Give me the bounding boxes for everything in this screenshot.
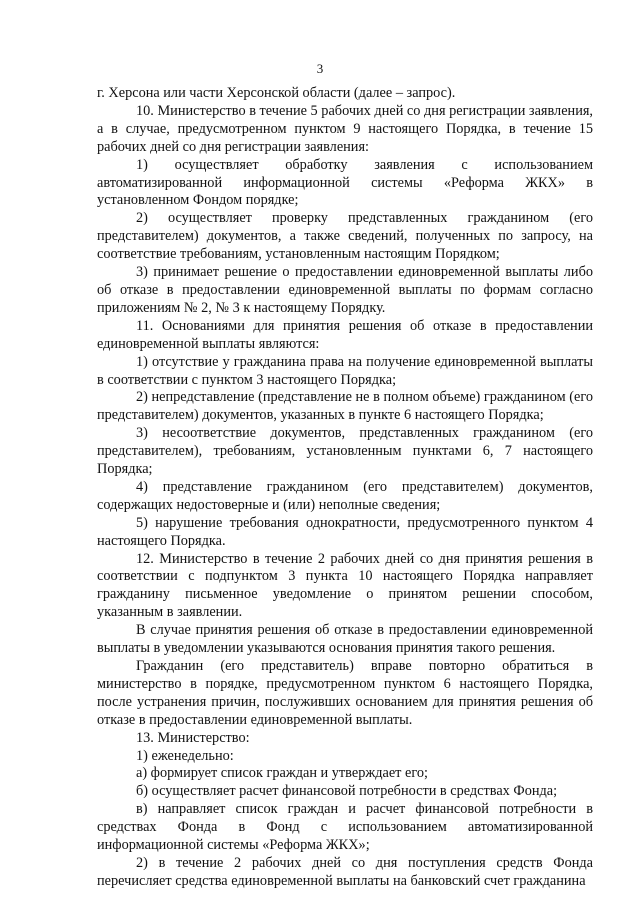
- page-number: 3: [316, 61, 324, 76]
- paragraph: 1) осуществляет обработку заявления с использованием автоматизированной информационной системы «Реформа ЖКХ» в установленном Фондом порядке;: [97, 156, 593, 209]
- paragraph: 2) в течение 2 рабочих дней со дня поступления средств Фонда перечисляет средства единовременной выплаты на банковский счет гражданина: [97, 854, 593, 889]
- paragraph: г. Херсона или части Херсонской области (далее – запрос).: [97, 85, 456, 101]
- paragraph: 4) представление гражданином (его представителем) документов, содержащих недостоверные и (или) неполные сведения;: [97, 478, 593, 513]
- paragraph: 10. Министерство в течение 5 рабочих дней со дня регистрации заявления, а в случае, предусмотренном пунктом 9 настоящего Порядка, в течение 15 рабочих дней со дня регистрации заявления:: [97, 102, 593, 155]
- paragraph: 1) еженедельно:: [136, 747, 234, 764]
- paragraph: 5) нарушение требования однократности, предусмотренного пунктом 4 настоящего Порядка.: [97, 514, 593, 549]
- paragraph: Гражданин (его представитель) вправе повторно обратиться в министерство в порядке, предусмотренном пунктом 6 настоящего Порядка, после устранения причин, послуживших основанием для принятия решения об отказе в предоставлении единовременной выплаты.: [97, 658, 593, 728]
- paragraph: 3) принимает решение о предоставлении единовременной выплаты либо об отказе в предоставлении единовременной выплаты по формам согласно приложениям № 2, № 3 к настоящему Порядку.: [97, 264, 593, 316]
- document-body: [97, 85, 593, 891]
- paragraph: 11. Основаниями для принятия решения об отказе в предоставлении единовременной выплаты являются:: [97, 317, 593, 352]
- paragraph: 3) несоответствие документов, представленных гражданином (его представителем), требованиям, установленным пунктами 6, 7 настоящего Порядка;: [97, 425, 593, 478]
- paragraph: 2) осуществляет проверку представленных гражданином (его представителем) документов, а также сведений, полученных по запросу, на соответствие требованиям, установленным настоящим Порядком;: [97, 210, 593, 263]
- paragraph: 13. Министерство:: [136, 729, 250, 746]
- paragraph: 1) отсутствие у гражданина права на получение единовременной выплаты в соответствии с пунктом 3 настоящего Порядка;: [97, 353, 593, 388]
- paragraph: в) направляет список граждан и расчет финансовой потребности в средствах Фонда в Фонд с использованием автоматизированной информационной системы «Реформа ЖКХ»;: [97, 801, 593, 854]
- paragraph: а) формирует список граждан и утверждает его;: [136, 765, 428, 782]
- paragraph: В случае принятия решения об отказе в предоставлении единовременной выплаты в уведомлении указываются основания принятия такого решения.: [97, 622, 593, 657]
- paragraph: б) осуществляет расчет финансовой потребности в средствах Фонда;: [136, 783, 558, 800]
- paragraph: 2) непредставление (представление не в полном объеме) гражданином (его представителем) документов, указанных в пункте 6 настоящего Порядка;: [97, 389, 593, 424]
- paragraph: 12. Министерство в течение 2 рабочих дней со дня принятия решения в соответствии с подпунктом 3 пункта 10 настоящего Порядка направляет гражданину письменное уведомление о принятом решении способом, указанным в заявлении.: [97, 550, 593, 621]
